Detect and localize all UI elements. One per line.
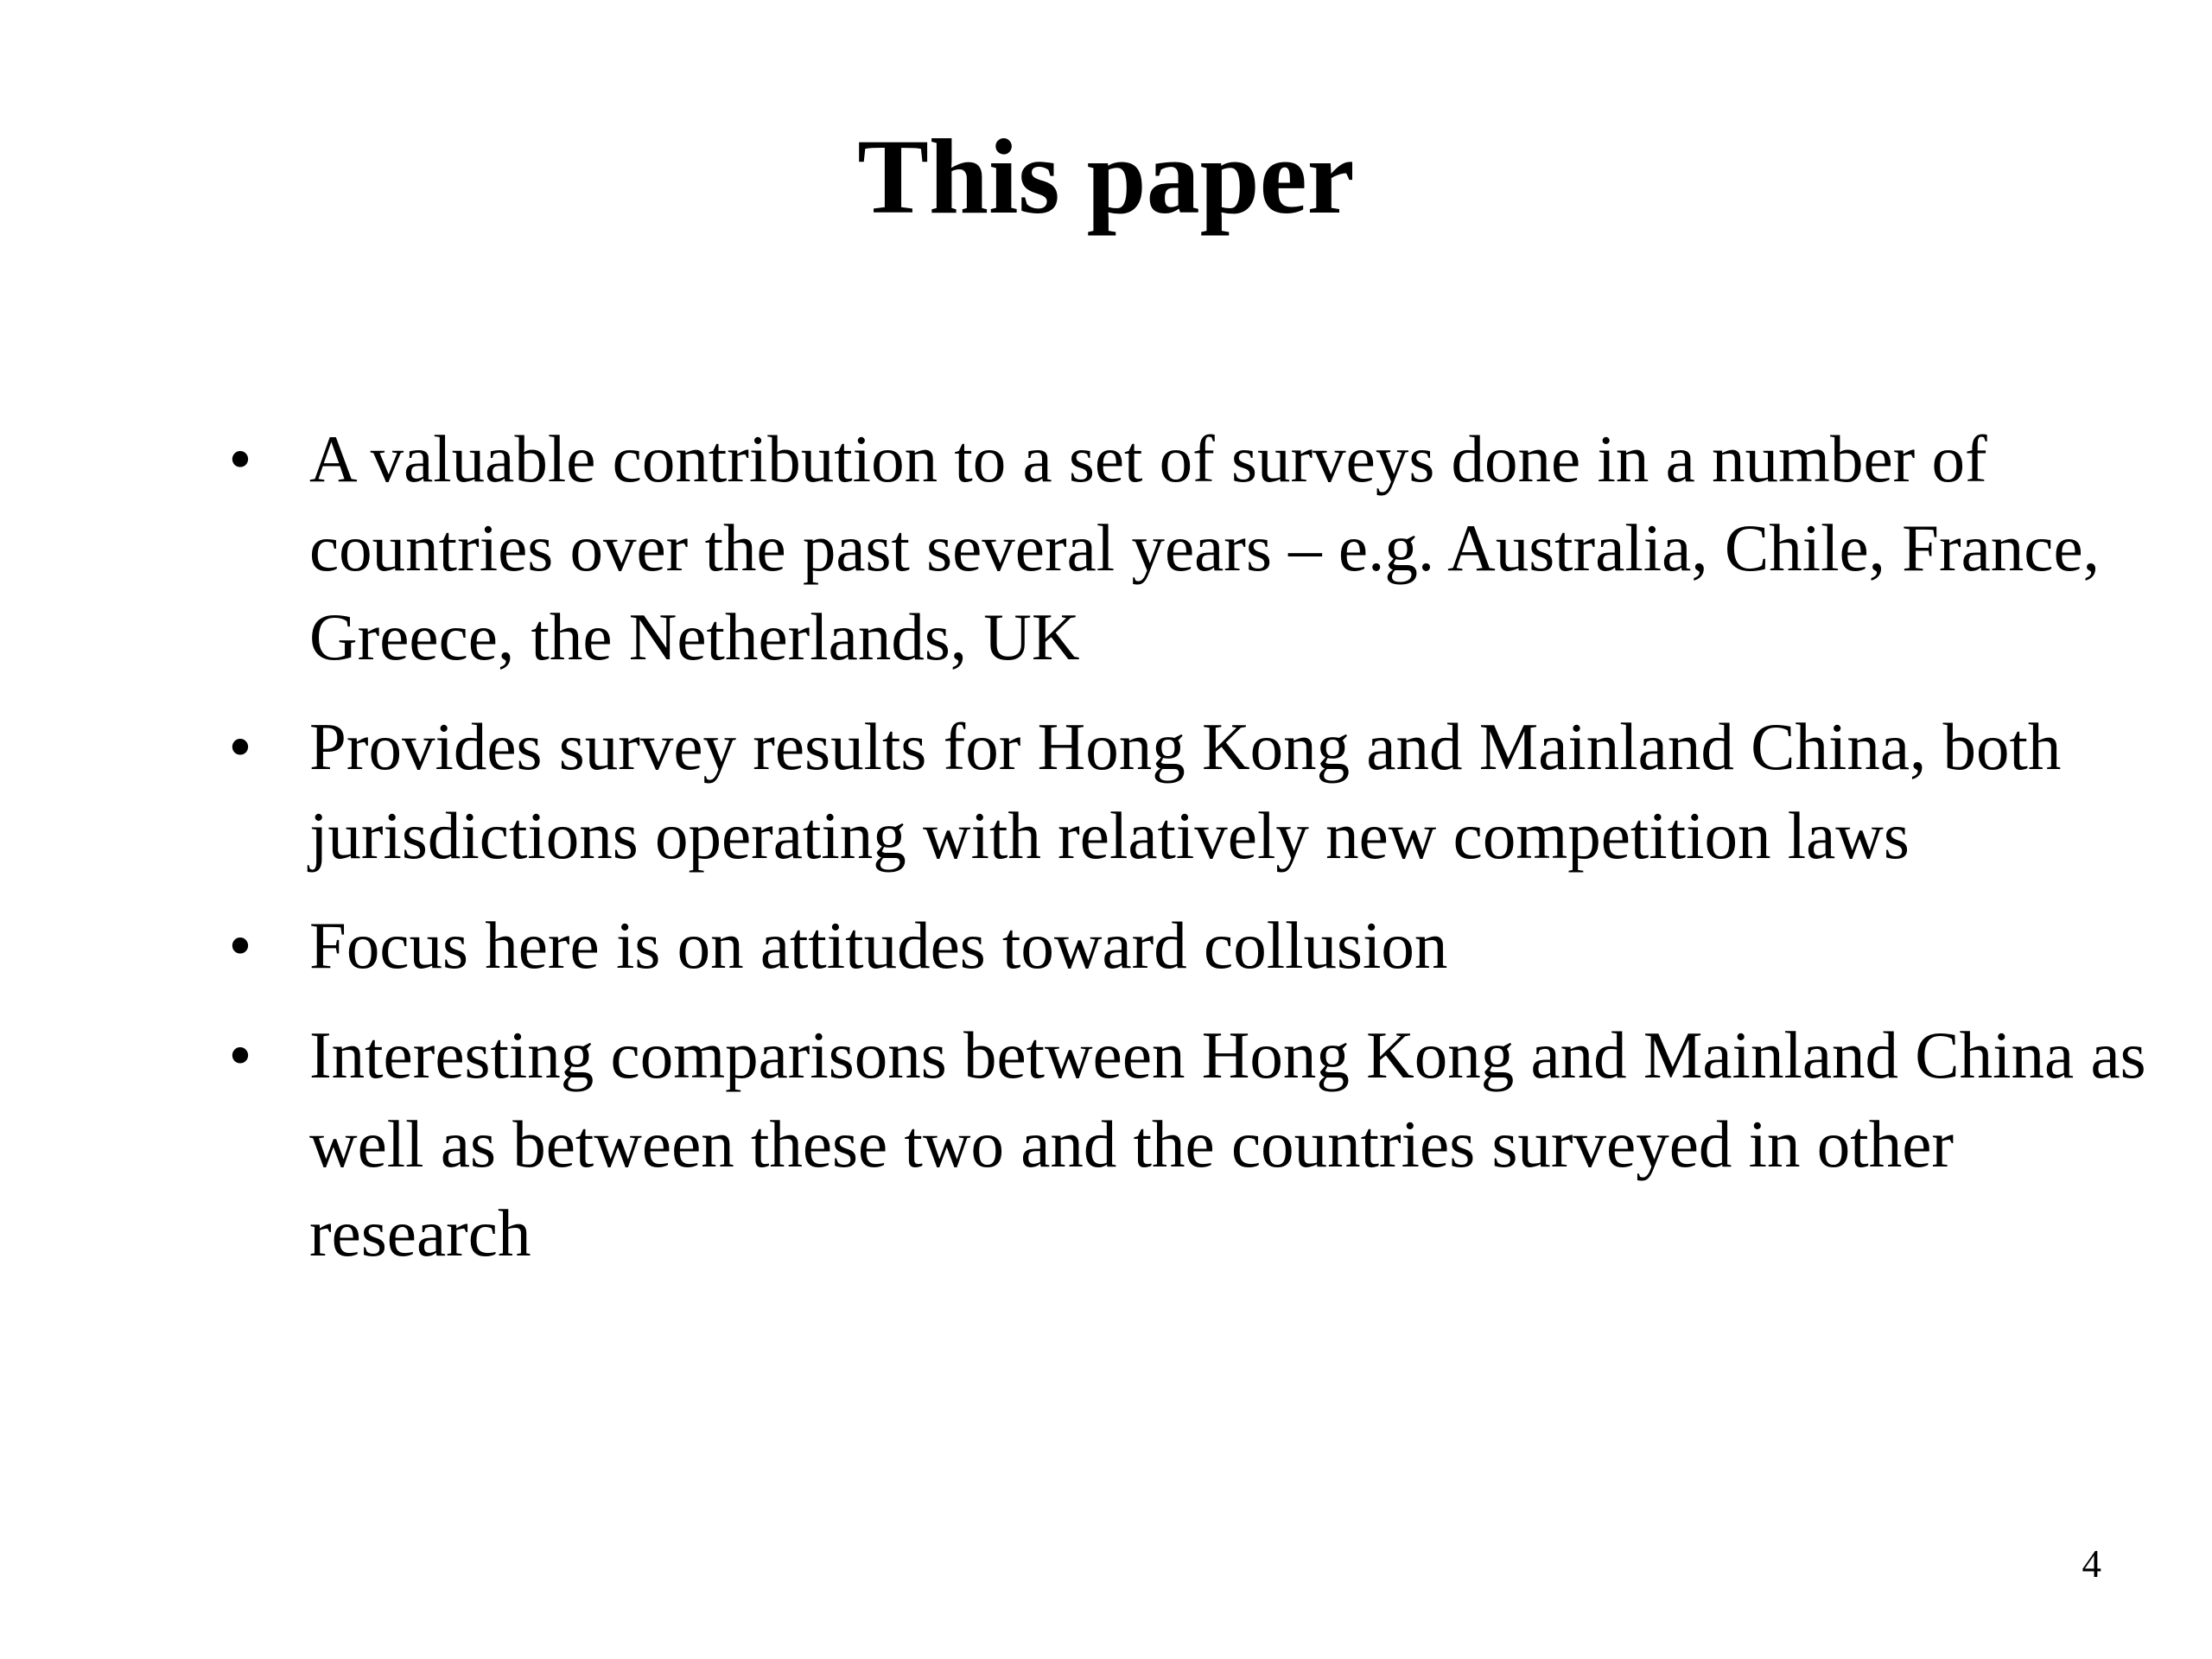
bullet-item-survey-results [214, 702, 2150, 880]
bullet-icon: • [228, 422, 252, 496]
page-number: 4 [2082, 1542, 2101, 1586]
bullet-list [214, 415, 2150, 1299]
bullet-item-contribution [214, 415, 2150, 682]
bullet-icon: • [228, 908, 252, 982]
bullet-item-comparisons [214, 1011, 2150, 1278]
bullet-icon: • [228, 1018, 252, 1092]
bullet-text: Focus here is on attitudes toward collusion [309, 908, 1448, 982]
bullet-item-focus [214, 901, 2150, 990]
bullet-text: Interesting comparisons between Hong Kong and Mainland China as well as between these two and the countries surveyed in other research [309, 1018, 2146, 1270]
bullet-icon: • [228, 709, 252, 784]
bullet-text: Provides survey results for Hong Kong and Mainland China, both jurisdictions operating with relatively new competition laws [309, 709, 2062, 873]
bullet-text: A valuable contribution to a set of surveys done in a number of countries over the past several years – e.g. Australia, Chile, France, Greece, the Netherlands, UK [309, 422, 2100, 674]
slide-title: This paper [857, 118, 1355, 236]
